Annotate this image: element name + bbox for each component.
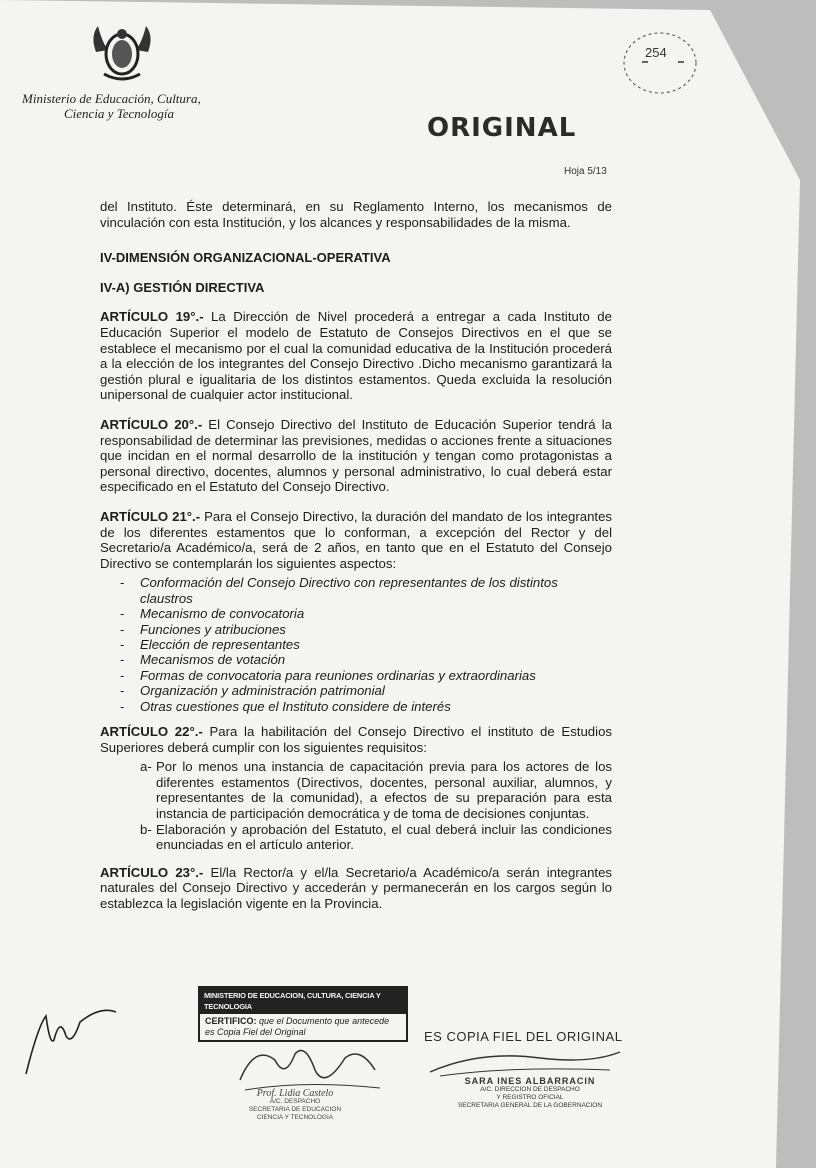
ministry-header [22, 91, 232, 121]
prof-role-3: CIENCIA Y TECNOLOGIA [256, 1114, 334, 1121]
article-22-text: Para la habilitación del Consejo Directivo el instituto de Estudios Superiores deberá cumplir con los siguientes requisitos: [100, 723, 612, 755]
article-19-text: La Dirección de Nivel procederá a entregar a cada Instituto de Educación Superior el modelo de Estatuto de Consejos Directivos en el que se establece el mecanismo por el cual la comunidad educativa de la Institución procederá a la elección de los integrantes del Consejo Directivo .Dicho mecanismo garantizará la gestión plural e igualitaria de los distintos estamentos. Queda excluida la resolución unipersonal de cualquier actor institucional. [100, 309, 612, 403]
article-23-title: ARTÍCULO 23°.- [100, 864, 204, 880]
prof-role-1: A/C. DESPACHO [269, 1098, 321, 1105]
list-marker: a- [140, 759, 152, 775]
cert-stamp-text [200, 1014, 406, 1040]
signer-block [440, 1076, 620, 1110]
article-23 [100, 865, 612, 912]
document-body [100, 199, 612, 925]
ministry-line-2: Ciencia y Tecnología [64, 106, 175, 121]
cert-label: CERTIFICO: [205, 1016, 257, 1026]
article-20 [100, 417, 612, 495]
article-22 [100, 724, 612, 755]
prof-name: Prof. Lidia Castelo [256, 1088, 334, 1099]
list-item-text: Elaboración y aprobación del Estatuto, el cual deberá incluir las condiciones enunciadas en el artículo anterior. [156, 821, 612, 853]
list-item: - Organización y administración patrimonial [120, 683, 612, 698]
prof-role-2: SECRETARIA DE EDUCACION [248, 1106, 342, 1113]
prof-signer-block [210, 1090, 380, 1122]
article-21 [100, 509, 612, 571]
article-22-list [100, 759, 612, 853]
list-item: - Formas de convocatoria para reuniones ordinarias y extraordinarias [120, 668, 612, 683]
margin-signature-icon [20, 996, 120, 1076]
signer-name: SARA INES ALBARRACIN [464, 1076, 596, 1086]
signer-role-1: A/C. DIRECCION DE DESPACHO [480, 1086, 580, 1093]
copia-fiel-stamp: ES COPIA FIEL DEL ORIGINAL [424, 1029, 623, 1044]
list-item: - Otras cuestiones que el Instituto considere de interés [120, 699, 612, 714]
list-item [140, 822, 612, 853]
article-23-text: El/la Rector/a y el/la Secretario/a Académico/a serán integrantes naturales del Consejo Directivo y accederán y permanecerán en los cargos según lo establezca la legislación vigente en la Provincia. [100, 864, 612, 911]
section-heading: IV-DIMENSIÓN ORGANIZACIONAL-OPERATIVA [100, 250, 391, 266]
article-19-title: ARTÍCULO 19°.- [100, 309, 204, 325]
signer-role-2: Y REGISTRO OFICIAL [496, 1094, 564, 1101]
intro-paragraph: del Instituto. Éste determinará, en su Reglamento Interno, los mecanismos de vinculación con esta Institución, y los alcances y responsabilidades de la misma. [100, 199, 612, 230]
certification-stamp [198, 986, 408, 1042]
cert-stamp-header: MINISTERIO DE EDUCACION, CULTURA, CIENCIA Y TECNOLOGIA [200, 988, 406, 1014]
folio-number: 254 [645, 45, 667, 60]
cert-body: que el Documento que antecede es Copia Fiel del Original [205, 1016, 390, 1037]
list-item: - Funciones y atribuciones [120, 622, 612, 637]
list-item: - Mecanismos de votación [120, 652, 612, 667]
signature-sara-icon [420, 1046, 630, 1080]
subsection-heading: IV-A) GESTIÓN DIRECTIVA [100, 279, 265, 295]
list-item: - Mecanismo de convocatoria [120, 606, 612, 621]
list-item: - Elección de representantes [120, 637, 612, 652]
article-19 [100, 309, 612, 403]
list-item [140, 759, 612, 821]
list-item-text: Por lo menos una instancia de capacitación previa para los actores de los diferentes estamentos (Directivos, docentes, personal auxiliar, alumnos, y representantes de la comunidad), a efectos de su preparación para esta instancia de participación democrática y de toma de decisiones conjuntas. [156, 759, 612, 821]
list-marker: b- [140, 821, 152, 837]
article-20-text: El Consejo Directivo del Instituto de Educación Superior tendrá la responsabilidad de determinar las previsiones, medidas o acciones frente a situaciones que incidan en el normal desarrollo de la institución y tengan como protagonistas a personal directivo, docentes, alumnos y personal administrativo, lo cual deberá estar especificado en el Estatuto del Consejo Directivo. [100, 416, 612, 495]
coat-of-arms-icon [86, 22, 158, 86]
folio-seal-icon [620, 30, 700, 96]
article-22-title: ARTÍCULO 22°.- [100, 723, 203, 739]
article-21-text: Para el Consejo Directivo, la duración del mandato de los integrantes de los diferentes estamentos que lo conforman, a excepción del Rector y del Secretario/a Académico/a, será de 2 años, en tanto que en el Estatuto del Consejo Directivo se contemplarán los siguientes aspectos: [100, 508, 613, 571]
page-label: Hoja 5/13 [564, 166, 607, 177]
list-item: - Conformación del Consejo Directivo con representantes de los distintos claustros [120, 575, 612, 606]
original-stamp: ORIGINAL [427, 113, 577, 143]
ministry-line-1: Ministerio de Educación, Cultura, [22, 91, 201, 106]
article-21-list [100, 575, 612, 714]
signer-role-3: SECRETARIA GENERAL DE LA GOBERNACION [457, 1102, 603, 1109]
article-21-title: ARTÍCULO 21°.- [100, 508, 201, 524]
article-20-title: ARTÍCULO 20°.- [100, 416, 203, 432]
